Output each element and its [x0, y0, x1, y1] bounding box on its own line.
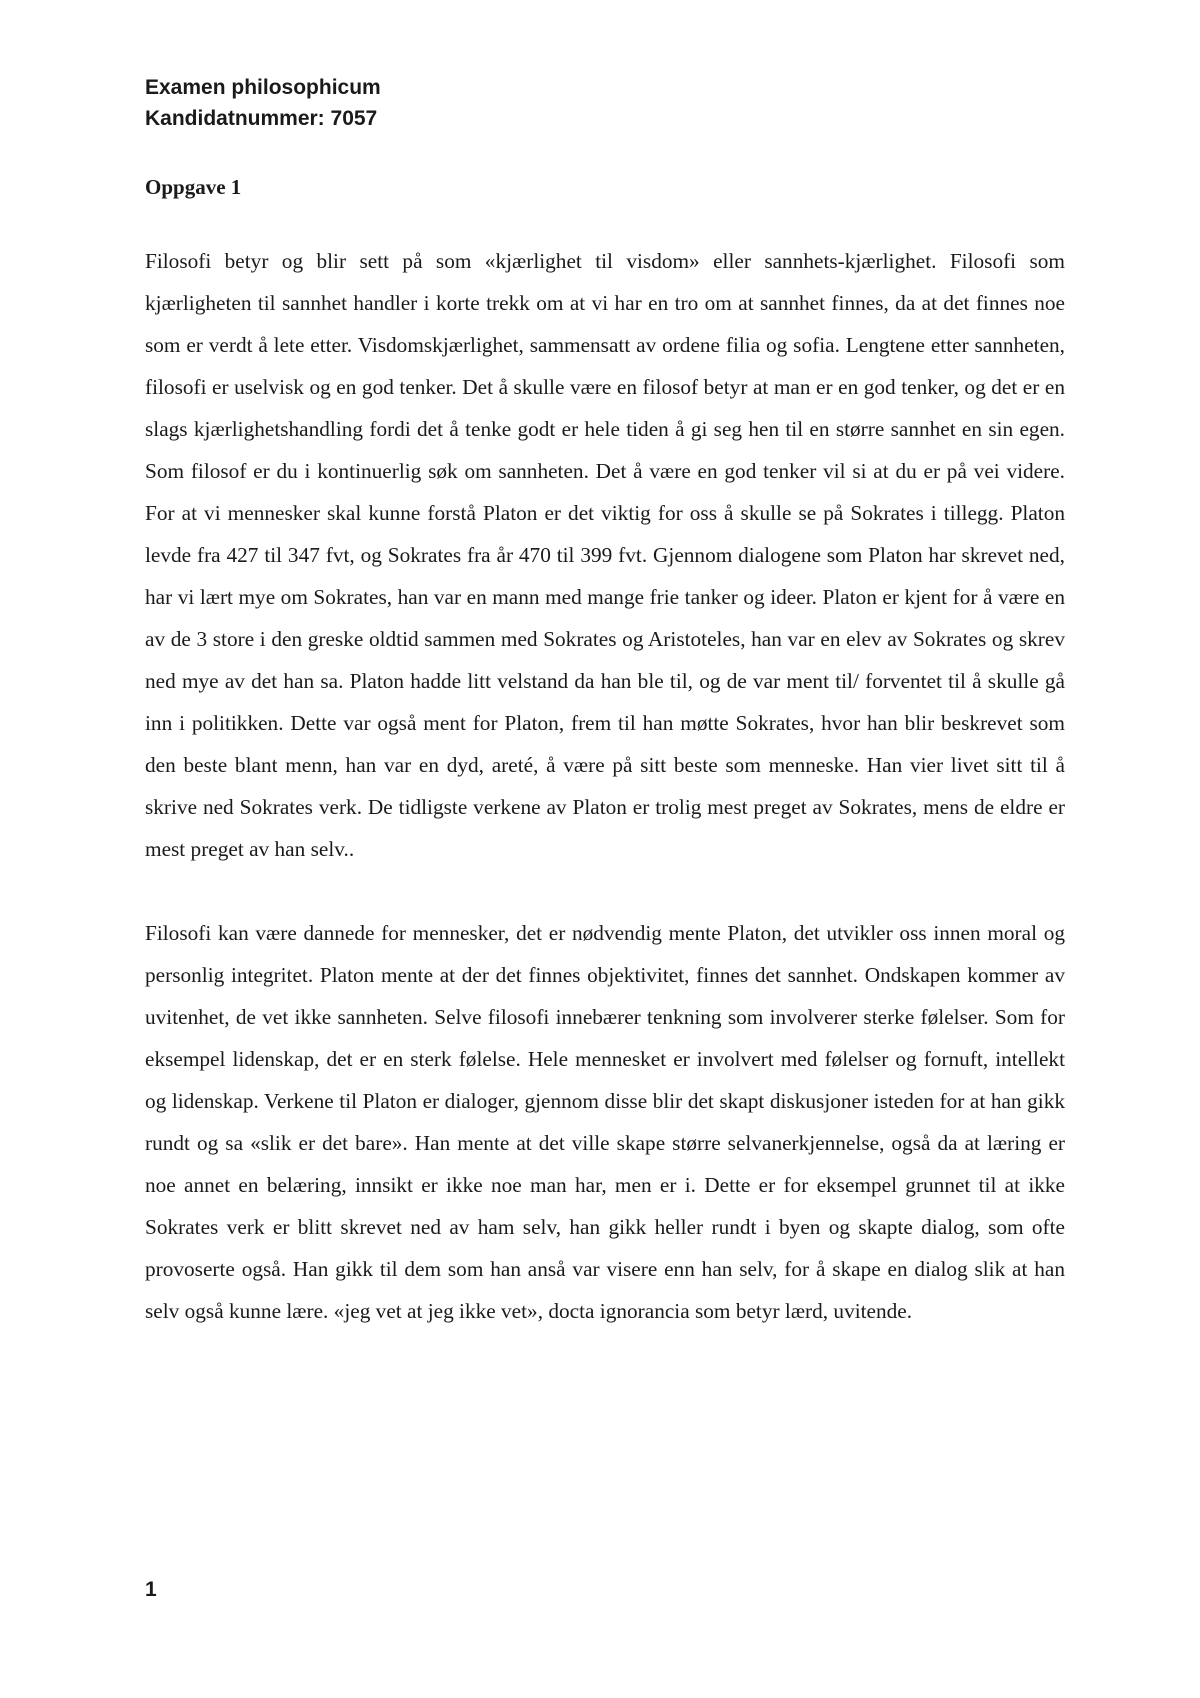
section-title: Oppgave 1 — [145, 175, 242, 199]
candidate-number: Kandidatnummer: 7057 — [145, 107, 378, 130]
page-number: 1 — [145, 1578, 157, 1601]
paragraph-1: Filosofi betyr og blir sett på som «kjærlighet til visdom» eller sannhets-kjærlighet. Filosofi som kjærligheten til sannhet handler i korte trekk om at vi har en tro om at sannhet finnes, da at det finnes noe som er verdt å lete etter. Visdomskjærlighet, sammensatt av ordene filia og sofia. Lengtene etter sannheten, filosofi er uselvisk og en god tenker. Det å skulle være en filosof betyr at man er en god tenker, og det er en slags kjærlighetshandling fordi det å tenke godt er hele tiden å gi seg hen til en større sannhet en sin egen. Som filosof er du i kontinuerlig søk om sannheten. Det å være en god tenker vil si at du er på vei videre. For at vi mennesker skal kunne forstå Platon er det viktig for oss å skulle se på Sokrates i tillegg. Platon levde fra 427 til 347 fvt, og Sokrates fra år 470 til 399 fvt. Gjennom dialogene som Platon har skrevet ned, har vi lært mye om Sokrates, han var en mann med mange frie tanker og ideer. Platon er kjent for å være en av de 3 store i den greske oldtid sammen med Sokrates og Aristoteles, han var en elev av Sokrates og skrev ned mye av det han sa. Platon hadde litt velstand da han ble til, og de var ment til/ forventet til å skulle gå inn i politikken. Dette var også ment for Platon, frem til han møtte Sokrates, hvor han blir beskrevet som den beste blant menn, han var en dyd, areté, å være på sitt beste som menneske. Han vier livet sitt til å skrive ned Sokrates verk. De tidligste verkene av Platon er trolig mest preget av Sokrates, mens de eldre er mest preget av han selv.. — [145, 249, 1065, 861]
body-text — [145, 240, 1065, 1332]
document-header — [145, 72, 381, 134]
exam-title: Examen philosophicum — [145, 76, 381, 99]
paragraph-2: Filosofi kan være dannede for mennesker, det er nødvendig mente Platon, det utvikler oss innen moral og personlig integritet. Platon mente at der det finnes objektivitet, finnes det sannhet. Ondskapen kommer av uvitenhet, de vet ikke sannheten. Selve filosofi innebærer tenkning som involverer sterke følelser. Som for eksempel lidenskap, det er en sterk følelse. Hele mennesket er involvert med følelser og fornuft, intellekt og lidenskap. Verkene til Platon er dialoger, gjennom disse blir det skapt diskusjoner isteden for at han gikk rundt og sa «slik er det bare». Han mente at det ville skape større selvanerkjennelse, også da at læring er noe annet en belæring, innsikt er ikke noe man har, men er i. Dette er for eksempel grunnet til at ikke Sokrates verk er blitt skrevet ned av ham selv, han gikk heller rundt i byen og skapte dialog, som ofte provoserte også. Han gikk til dem som han anså var visere enn han selv, for å skape en dialog slik at han selv også kunne lære. «jeg vet at jeg ikke vet», docta ignorancia som betyr lærd, uvitende. — [145, 921, 1065, 1323]
